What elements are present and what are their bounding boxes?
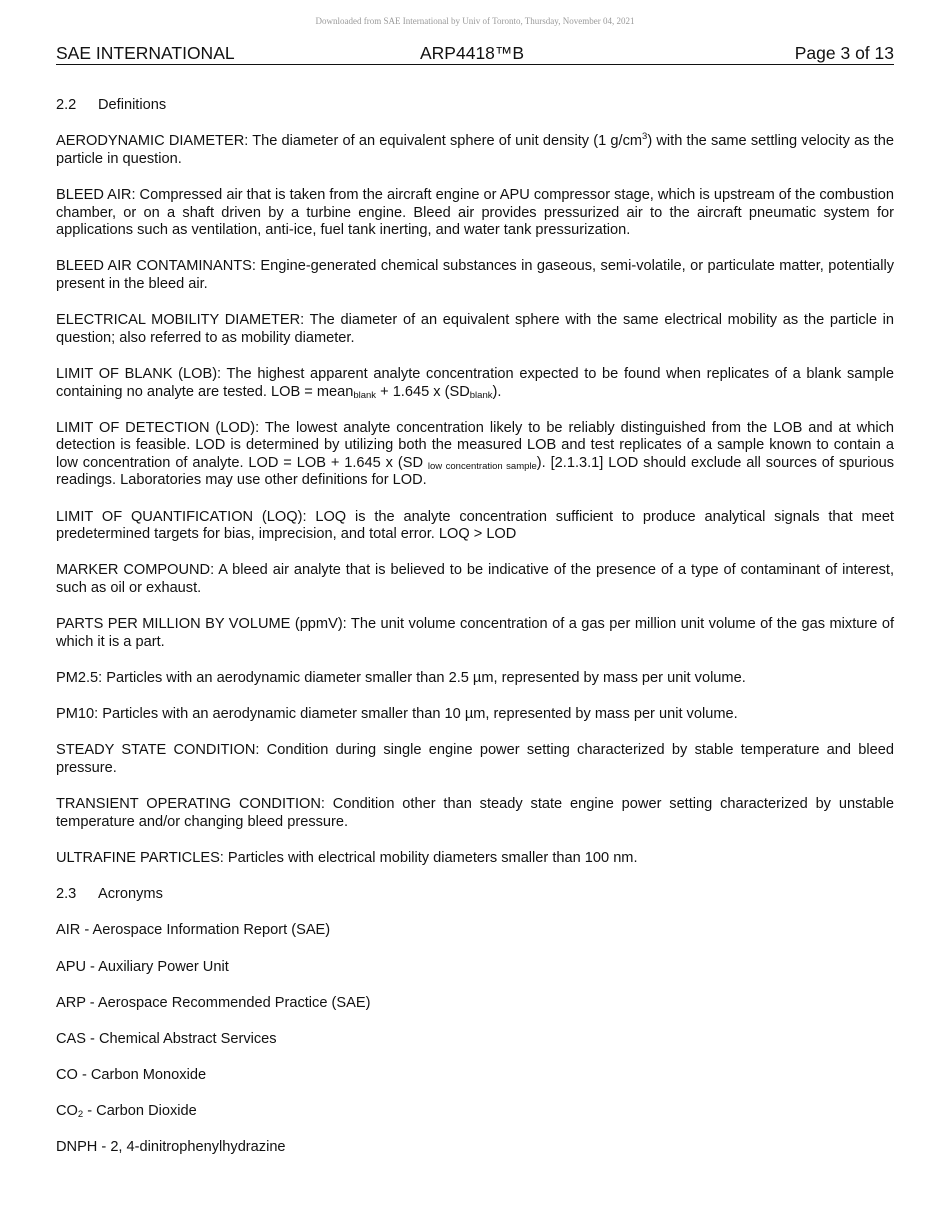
acronym-text: - Carbon Dioxide [83,1103,197,1120]
definition-text: + 1.645 x (SD [376,383,470,400]
definition-text: Compressed air that is taken from the aircraft engine or APU compressor stage, which is upstream of the combustion chamber, or on a shaft driven by a turbine engine. Bleed air provides pressurized air to the aircraft pneumatic system for applications such as ventilation, anti-ice, fuel tank inerting, and water tank pressurization. [56,186,894,239]
definition-term: MARKER COMPOUND: [56,562,215,579]
definition-text: Condition other than steady state engine power setting characterized by unstable temperature and/or changing bleed pressure. [56,796,895,830]
definition-transient [56,796,894,831]
definition-term: PM2.5: [56,670,103,686]
definition-term: LIMIT OF BLANK (LOB): [56,365,222,382]
definition-pm10 [56,706,894,724]
definition-term: PARTS PER MILLION BY VOLUME (ppmV): [56,616,347,633]
definitions-heading [56,97,894,115]
acronym-text: CO [56,1103,78,1120]
definition-ultrafine [56,850,894,868]
definition-aerodynamic-diameter [56,133,894,168]
definition-pm25 [56,670,894,688]
acronym-dnph: DNPH - 2, 4-dinitrophenylhydrazine [56,1139,286,1156]
definition-marker-compound [56,562,894,597]
definition-text: The diameter of an equivalent sphere of unit density (1 g/cm [248,133,643,150]
section-title: Definitions [98,97,167,113]
subscript: blank [469,389,493,401]
section-number: 2.3 [56,886,77,903]
definition-text: LOQ is the analyte concentration sufficient to produce analytical signals that meet predetermined targets for bias, imprecision, and total error. LOQ > LOD [56,508,894,543]
definition-term: LIMIT OF DETECTION (LOD): [56,419,260,436]
acronym-apu: APU - Auxiliary Power Unit [56,958,229,975]
header-doc-id: ARP4418™B [420,43,525,63]
subscript: low concentration sample [427,460,537,472]
section-number: 2.2 [56,97,77,113]
header-org: SAE INTERNATIONAL [56,43,235,63]
definition-term: TRANSIENT OPERATING CONDITION: [56,796,325,813]
acronym-cas: CAS - Chemical Abstract Services [56,1030,277,1047]
definition-term: BLEED AIR CONTAMINANTS: [56,258,256,275]
definition-text: Condition during single engine power setting characterized by stable temperature and bleed pressure. [56,742,894,776]
definition-term: LIMIT OF QUANTIFICATION (LOQ): [56,508,307,525]
definition-term: PM10: [56,706,99,723]
acronym-co2 [56,1103,894,1121]
definition-loq [56,509,894,544]
acronym-air: AIR - Aerospace Information Report (SAE) [56,922,331,939]
definition-term: AERODYNAMIC DIAMETER: [56,133,249,150]
definition-lod [56,420,894,490]
definition-text: ). [492,383,502,400]
definition-term: BLEED AIR: [56,186,136,203]
definition-text: Particles with electrical mobility diameters smaller than 100 nm. [223,849,638,866]
definition-steady-state [56,742,894,777]
definition-term: ULTRAFINE PARTICLES: [56,849,224,866]
definition-text: The lowest analyte concentration likely to be reliably distinguished from the LOB and at which detection is feasible. LOD is determined by utilizing both the measured LOB and test replicates of a sample known to contain a low concentration of analyte. LOD = LOB + 1.645 x (SD [56,419,894,471]
definition-text: The highest apparent analyte concentration expected to be found when replicates of a blank sample containing no analyte are tested. LOB = mean [56,365,894,400]
definition-text: The diameter of an equivalent sphere with the same electrical mobility as the particle in question; also referred to as mobility diameter. [56,312,895,346]
definition-text: Engine-generated chemical substances in gaseous, semi-volatile, or particulate matter, potentially present in the bleed air. [56,258,894,292]
subscript: 2 [77,1109,84,1121]
document-body [56,97,894,1176]
subscript: blank [353,389,377,401]
definition-text: ). [2.1.3.1] LOD should exclude all sources of spurious readings. Laboratories may use other definitions for LOD. [56,454,894,489]
page-header [56,43,894,65]
definition-electrical-mobility-diameter [56,312,894,347]
section-title: Acronyms [98,886,163,903]
definition-term: ELECTRICAL MOBILITY DIAMETER: [56,312,305,329]
definition-text: A bleed air analyte that is believed to be indicative of the presence of a type of contaminant of interest, such as oil or exhaust. [56,562,895,597]
definition-lob [56,366,894,401]
definition-bleed-air-contaminants [56,258,894,293]
definition-text: Particles with an aerodynamic diameter smaller than 2.5 µm, represented by mass per unit volume. [102,670,746,686]
definition-text: Particles with an aerodynamic diameter smaller than 10 µm, represented by mass per unit volume. [98,706,738,723]
acronyms-heading [56,886,894,904]
definition-term: STEADY STATE CONDITION: [56,742,260,759]
definition-bleed-air [56,187,894,240]
acronym-co: CO - Carbon Monoxide [56,1067,207,1084]
header-page-number: Page 3 of 13 [794,43,894,63]
download-watermark: Downloaded from SAE International by Univ of Toronto, Thursday, November 04, 2021 [315,16,635,26]
definition-ppmv [56,616,894,651]
definition-text: The unit volume concentration of a gas per million unit volume of the gas mixture of which it is a part. [56,616,894,650]
superscript: 3 [642,131,648,143]
definition-text: ) with the same settling velocity as the particle in question. [56,133,894,167]
acronym-arp: ARP - Aerospace Recommended Practice (SAE) [56,994,371,1011]
